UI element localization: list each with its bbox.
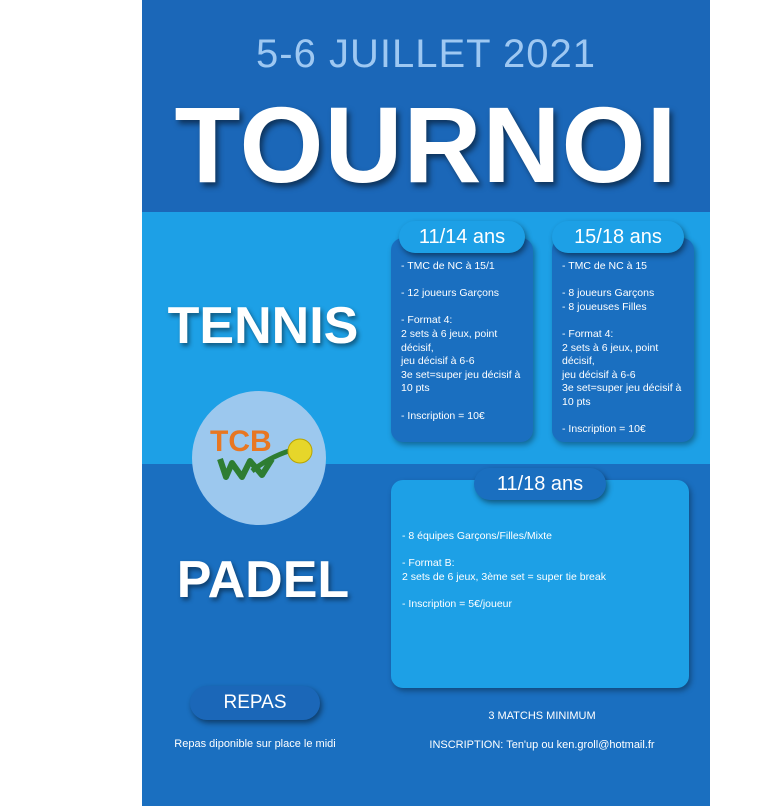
event-date: 5-6 JUILLET 2021 [256,32,596,76]
club-logo [192,391,326,525]
poster-title: TOURNOI [174,84,678,205]
tennis-heading: TENNIS [167,297,359,355]
repas-badge: REPAS [190,686,320,720]
svg-text:TCB: TCB [210,425,272,458]
repas-note: Repas diponible sur place le midi [174,738,336,750]
padel-heading: PADEL [176,551,350,609]
age-badge-11-14: 11/14 ans [399,221,525,253]
age-badge-11-18: 11/18 ans [474,468,606,500]
tcb-logo-icon [192,391,326,525]
tournament-poster [142,0,710,806]
matches-minimum: 3 MATCHS MINIMUM [488,710,596,722]
padel-details: - 8 équipes Garçons/Filles/Mixte - Format B: 2 sets de 6 jeux, 3ème set = super tie break - Inscription = 5€/joueur [402,530,606,610]
tennis-15-18-details: - TMC de NC à 15 - 8 joueurs Garçons - 8 joueuses Filles - Format 4: 2 sets à 6 jeux, point décisif, jeu décisif à 6-6 3e set=super jeu décisif à 10 pts - Inscription = 10€ [562,260,682,436]
tennis-11-14-details: - TMC de NC à 15/1 - 12 joueurs Garçons - Format 4: 2 sets à 6 jeux, point décisif, jeu décisif à 6-6 3e set=super jeu décisif à 10 pts - Inscription = 10€ [401,260,521,422]
age-badge-15-18: 15/18 ans [552,221,684,253]
inscription-contact: INSCRIPTION: Ten'up ou ken.groll@hotmail.fr [429,739,655,751]
